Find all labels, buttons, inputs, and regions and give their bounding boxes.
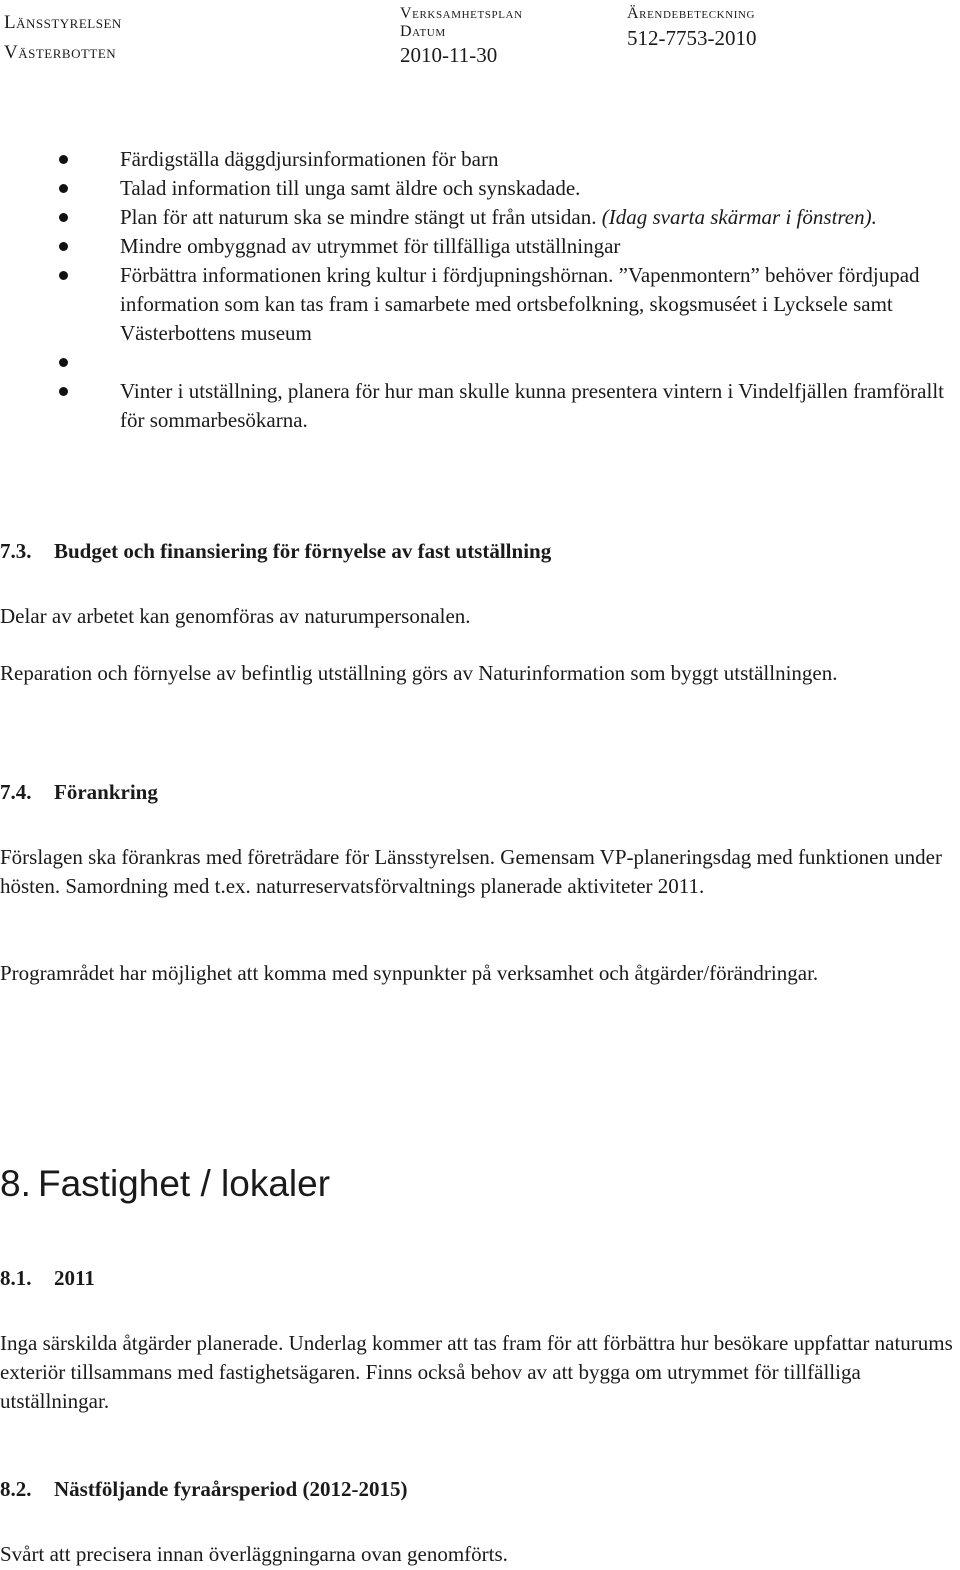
list-item-italic-note: (Idag svarta skärmar i fönstren). [601, 205, 877, 229]
section-title: 2011 [54, 1266, 95, 1290]
list-item-text: Mindre ombyggnad av utrymmet för tillfälliga utställningar [120, 234, 621, 258]
list-item [0, 377, 960, 435]
paragraph: Förslagen ska förankras med företrädare för Länsstyrelsen. Gemensam VP-planeringsdag med funktionen under hösten. Samordning med t.ex. naturreservatsförvaltnings planerade aktiviteter 2011. [0, 845, 942, 898]
bullet-icon [59, 213, 68, 222]
section-heading-7-3 [0, 537, 551, 565]
section-number: 7.4. [0, 780, 32, 804]
list-item-text: Talad information till unga samt äldre och synskadade. [120, 176, 581, 200]
org-line-1: Länsstyrelsen [4, 12, 122, 33]
section-heading-7-4 [0, 778, 158, 806]
date-label: Datum [400, 23, 446, 40]
paragraph: Programrådet har möjlighet att komma med synpunkter på verksamhet och åtgärder/förändringar. [0, 961, 819, 985]
list-item-text: Plan för att naturum ska se mindre stängt ut från utsidan. [120, 205, 602, 229]
bullet-icon [59, 271, 68, 280]
chapter-heading-8 [0, 1162, 330, 1206]
paragraph: Inga särskilda åtgärder planerade. Underlag kommer att tas fram för att förbättra hur besökare uppfattar naturums exteriör tillsammans med fastighetsägaren. Finns också behov av att bygga om utrymmet för tillfälliga utställningar. [0, 1331, 953, 1413]
org-line-2: Västerbotten [4, 42, 117, 63]
bullet-icon [59, 184, 68, 193]
section-title: Förankring [54, 780, 158, 804]
chapter-number: 8. [0, 1163, 31, 1204]
bullet-icon [59, 358, 68, 367]
doc-type-label: Verksamhetsplan [400, 5, 523, 22]
list-item [0, 232, 960, 261]
bullet-icon [59, 387, 68, 396]
paragraph: Reparation och förnyelse av befintlig utställning görs av Naturinformation som byggt utställningen. [0, 661, 838, 685]
header-doc-info [400, 2, 523, 68]
section-number: 8.1. [0, 1266, 32, 1290]
section-number: 8.2. [0, 1477, 32, 1501]
chapter-title: Fastighet / lokaler [38, 1163, 331, 1204]
section-heading-8-1 [0, 1264, 95, 1292]
paragraph: Delar av arbetet kan genomföras av naturumpersonalen. [0, 604, 471, 628]
organization-name [4, 8, 122, 68]
list-item [0, 261, 960, 348]
bullet-list [0, 145, 960, 435]
list-item [0, 145, 960, 174]
list-item-text: Förbättra informationen kring kultur i fördjupningshörnan. ”Vapenmontern” behöver fördjupad information som kan tas fram i samarbete med ortsbefolkning, skogsmuséet i Lycksele samt Västerbottens museum [120, 263, 920, 345]
date-value: 2010-11-30 [400, 43, 498, 67]
section-title: Budget och finansiering för förnyelse av fast utställning [54, 539, 552, 563]
list-item-text: Färdigställa däggdjursinformationen för barn [120, 147, 499, 171]
list-item-text: Vinter i utställning, planera för hur man skulle kunna presentera vintern i Vindelfjällen framförallt för sommarbesökarna. [120, 379, 944, 432]
list-item [0, 174, 960, 203]
paragraph: Svårt att precisera innan överläggningarna ovan genomförts. [0, 1542, 508, 1566]
section-title: Nästföljande fyraårsperiod (2012-2015) [54, 1477, 408, 1501]
list-item [0, 348, 960, 377]
header-case-info [627, 2, 757, 51]
case-label: Ärendebeteckning [627, 5, 756, 22]
section-heading-8-2 [0, 1475, 407, 1503]
list-item [0, 203, 960, 232]
case-value: 512-7753-2010 [627, 26, 757, 50]
section-number: 7.3. [0, 539, 32, 563]
bullet-icon [59, 242, 68, 251]
bullet-icon [59, 155, 68, 164]
